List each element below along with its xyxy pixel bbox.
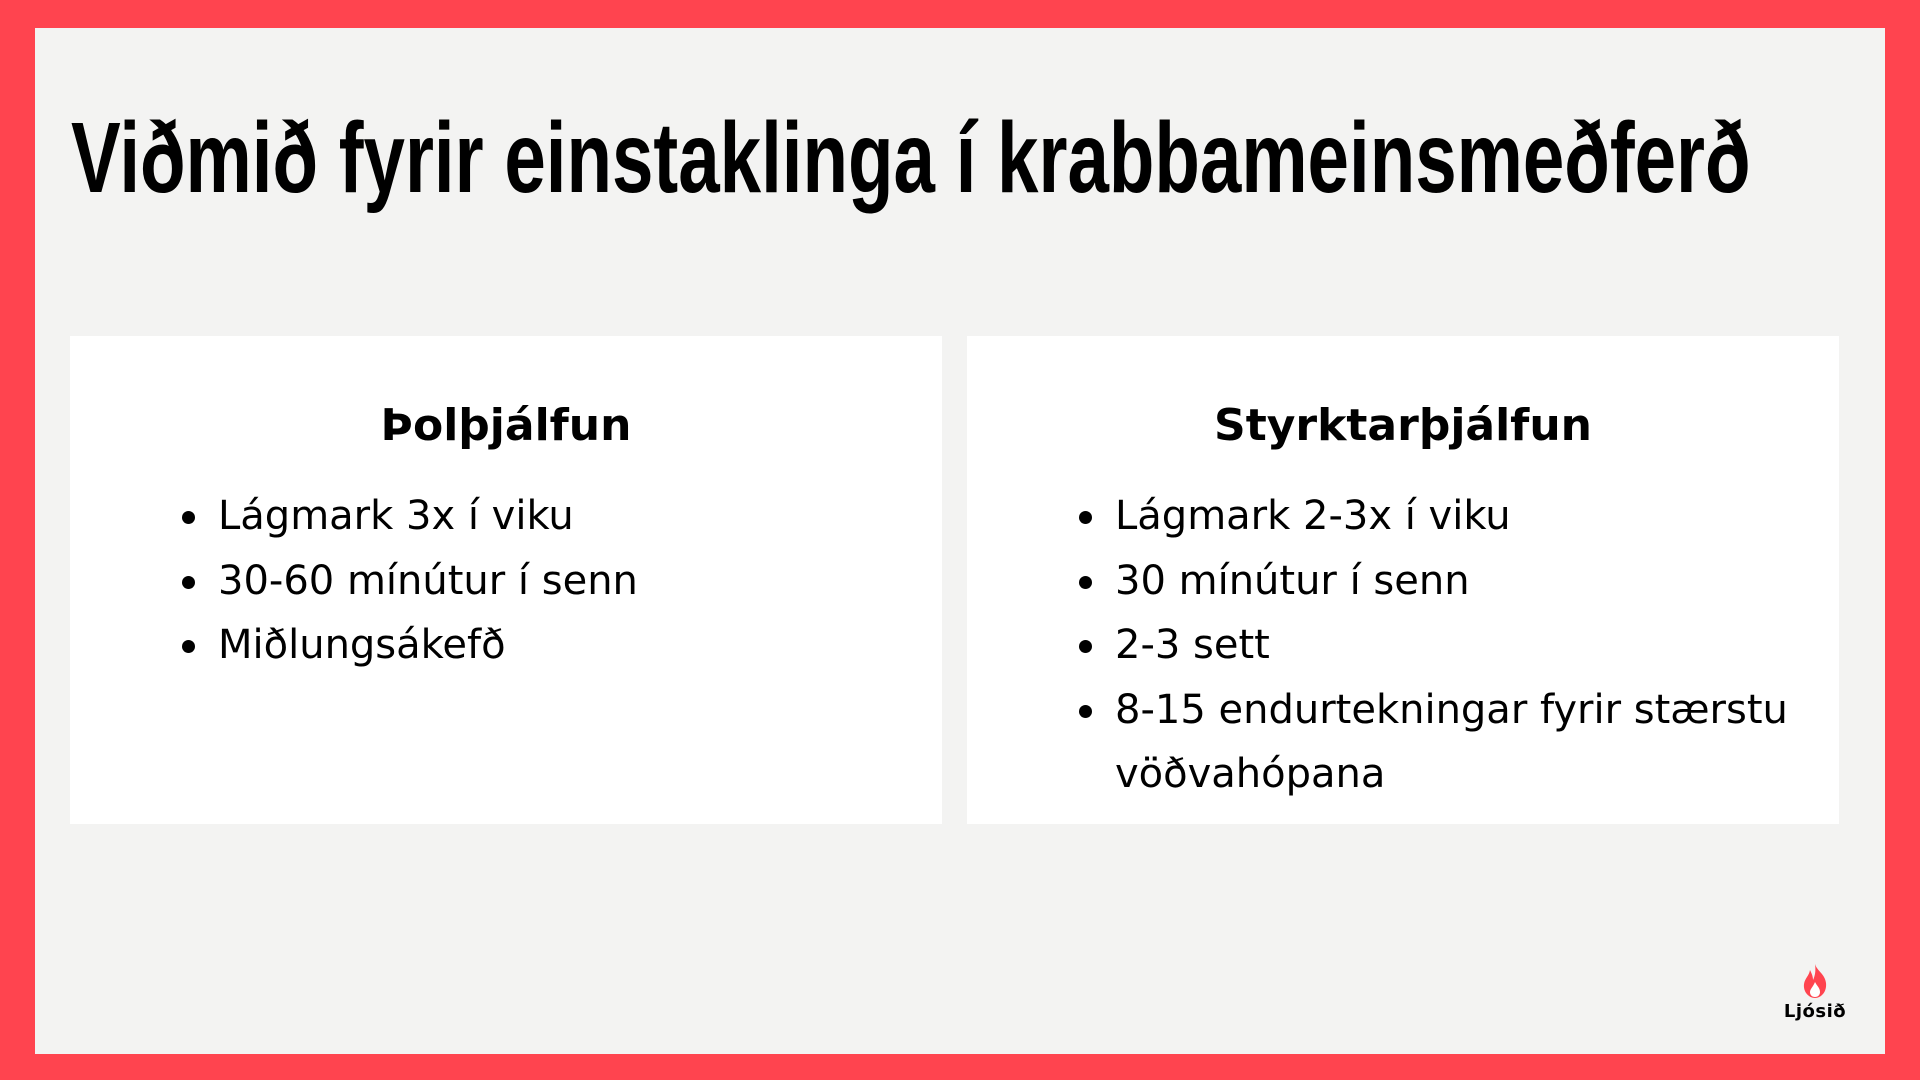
bullet-icon [1079, 511, 1092, 524]
list-item: 8-15 endurtekningar fyrir stærstu vöðvahópana [1075, 678, 1795, 807]
list-item: 2-3 sett [1075, 613, 1795, 678]
bullet-icon [182, 640, 195, 653]
bullet-icon [182, 511, 195, 524]
list-item: 30-60 mínútur í senn [178, 549, 898, 614]
bullet-icon [182, 576, 195, 589]
page-title: Viðmið fyrir einstaklinga í krabbameinsmeðferð [71, 102, 1751, 214]
slide [35, 28, 1885, 1054]
list-item: 30 mínútur í senn [1075, 549, 1795, 614]
bullet-list [178, 484, 898, 678]
flame-icon [1798, 963, 1832, 999]
list-item: Lágmark 3x í viku [178, 484, 898, 549]
bullet-list [1075, 484, 1795, 807]
bullet-icon [1079, 576, 1092, 589]
bullet-icon [1079, 705, 1092, 718]
card-heading: Þolþjálfun [380, 400, 632, 451]
logo-text: Ljósið [1783, 1001, 1847, 1022]
logo [1770, 963, 1860, 1053]
list-item: Lágmark 2-3x í viku [1075, 484, 1795, 549]
card-heading: Styrktarþjálfun [1214, 400, 1592, 451]
bullet-icon [1079, 640, 1092, 653]
list-item: Miðlungsákefð [178, 613, 898, 678]
card-cardio [70, 336, 942, 824]
card-strength [967, 336, 1839, 824]
